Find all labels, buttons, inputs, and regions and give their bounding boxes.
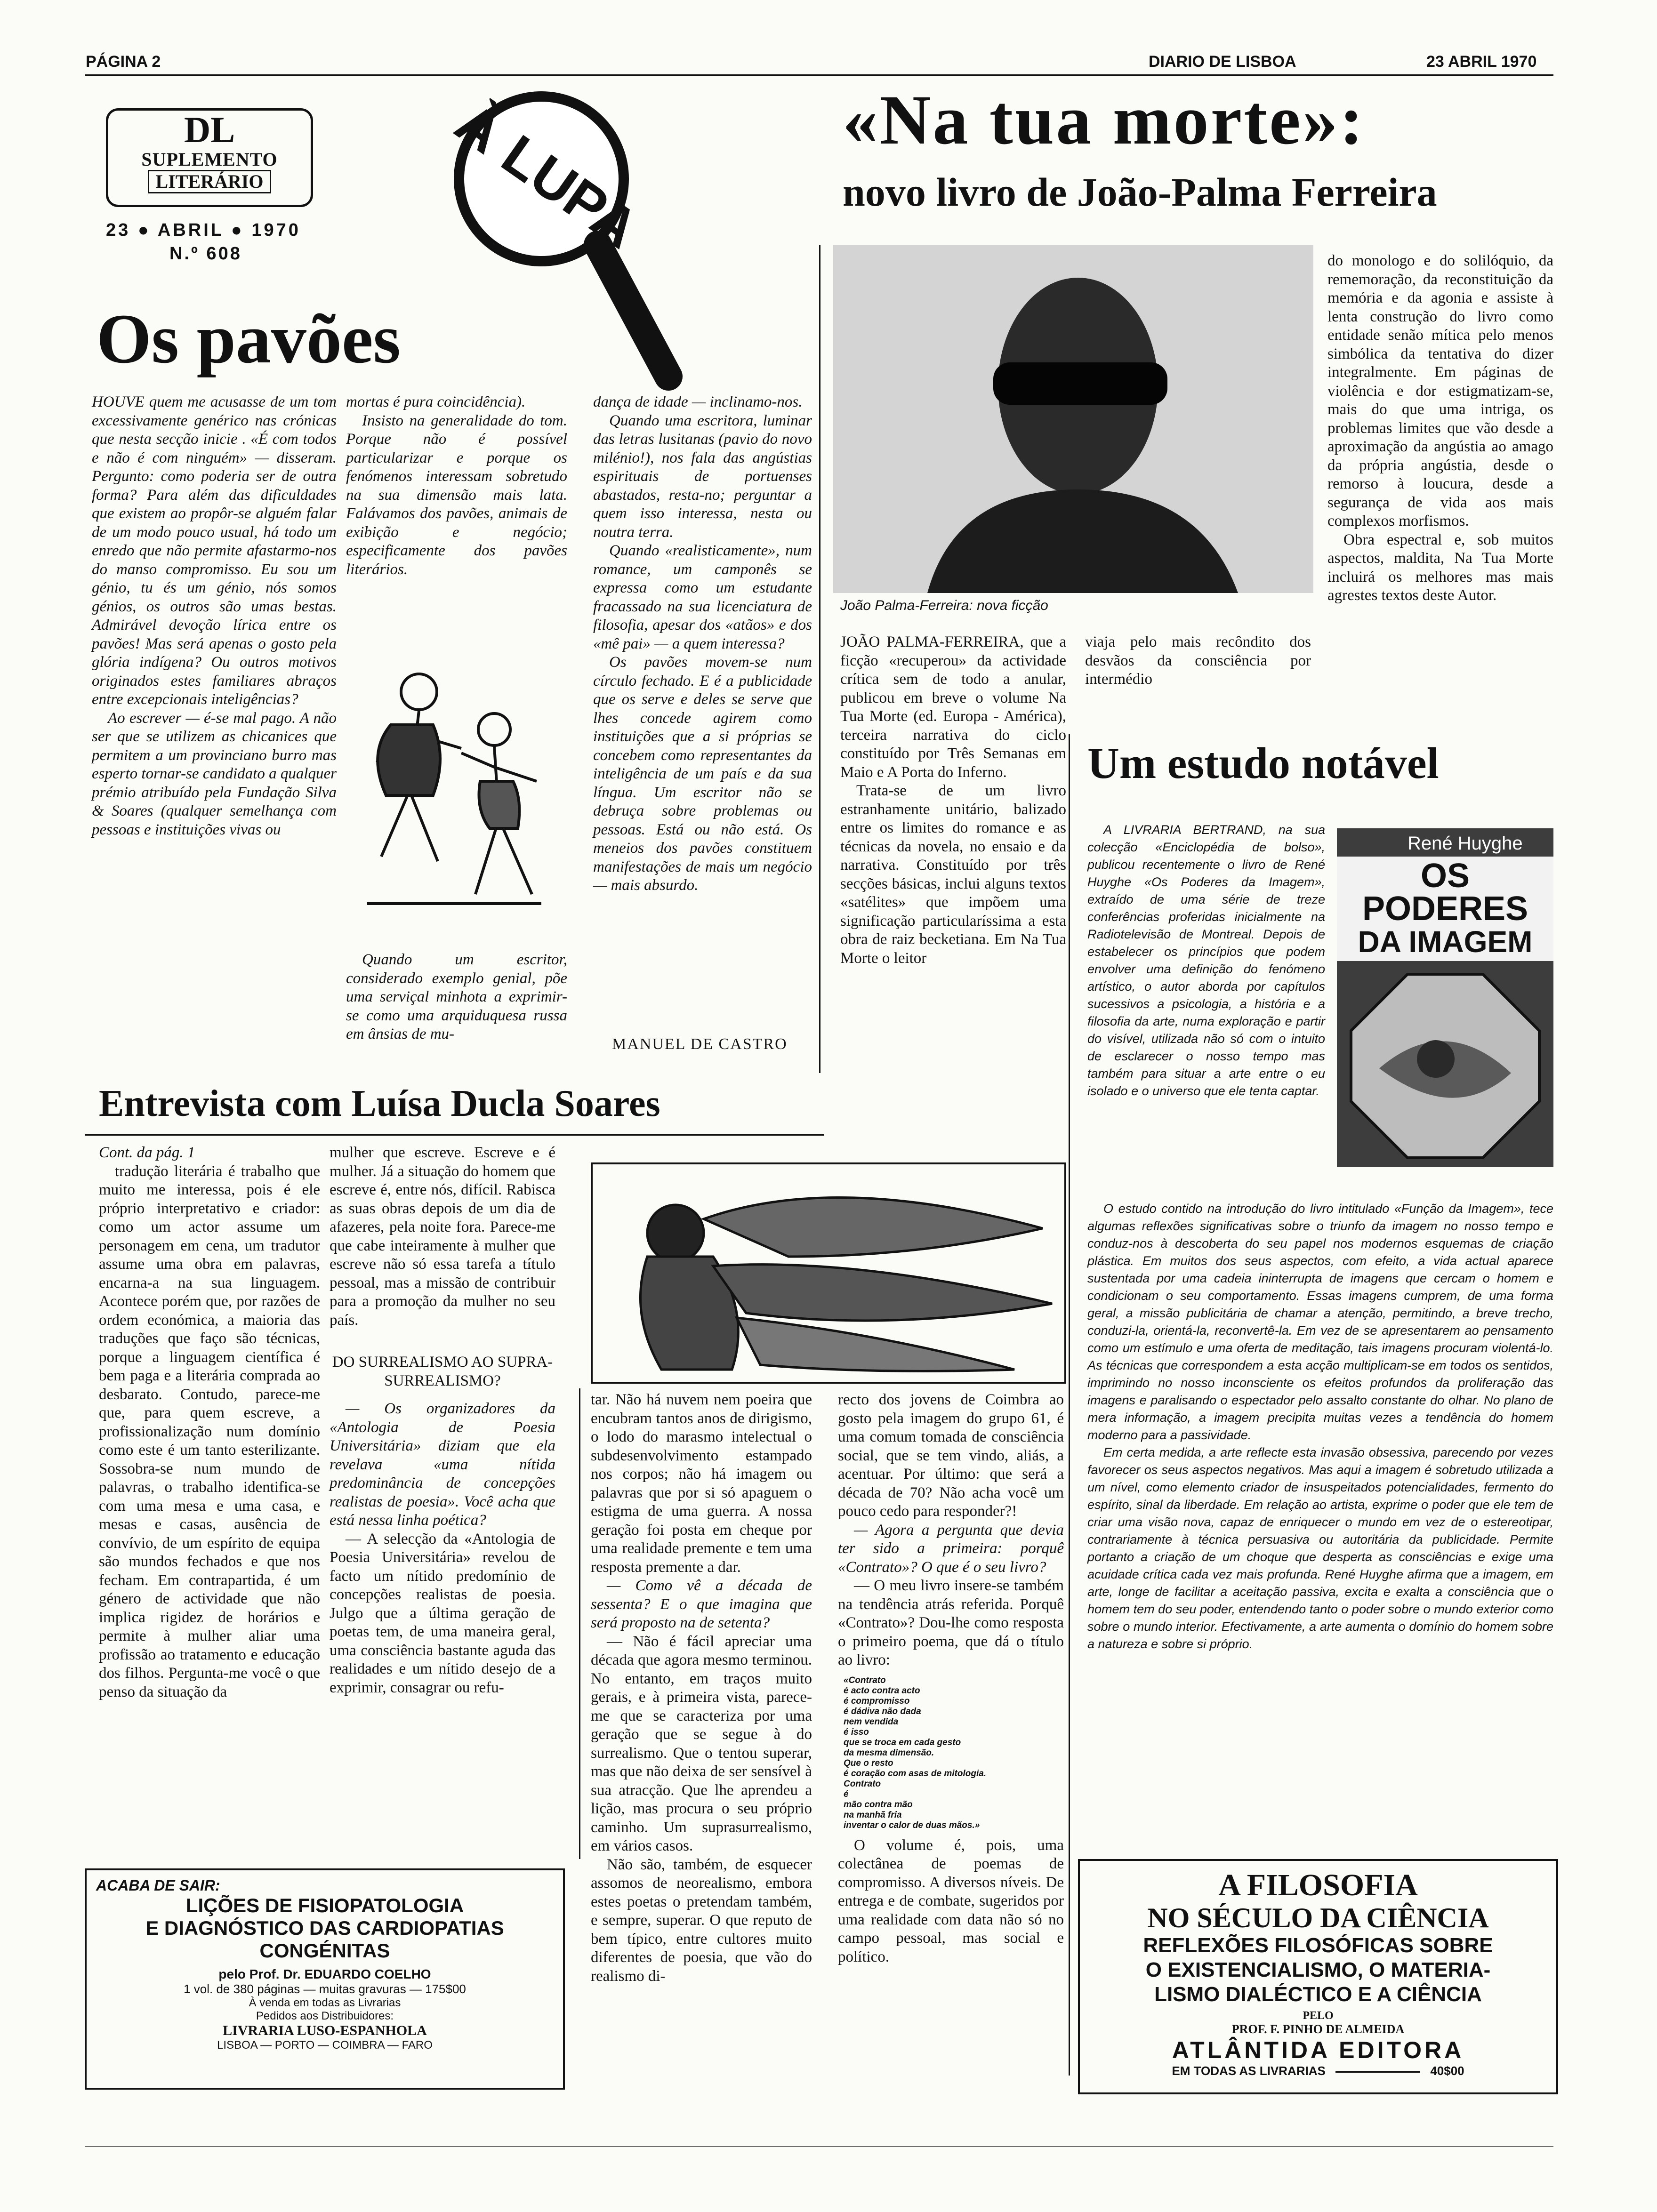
pavoes-paragraph: Quando «realisticamente», num romance, um camponês se expressa como um estudante fracassado na sua licenciatura de filosofia, apesar dos «atãos» e dos «mê pai» — a quem interessa? <box>593 542 812 652</box>
ad2-line: PROF. F. PINHO DE ALMEIDA <box>1231 2022 1405 2036</box>
page-number: PÁGINA 2 <box>86 53 161 71</box>
morte-paragraph: viaja pelo mais recôndito dos desvãos da consciência por intermédio <box>1085 633 1311 688</box>
entrevista-question: — Como vê a década de sessenta? E o que imagina que será proposto na de setenta? <box>591 1577 812 1631</box>
pavoes-column-2 <box>346 393 567 609</box>
contrato-poem <box>844 1675 1064 1831</box>
morte-paragraph: Trata-se de um livro estranhamente unitário, balizado entre os limites do romance e as técnicas da novela, no ensaio e da narrativa. Constituído por três secções básicas, inclui alguns textos «satélites» que impõem uma significação particularíssima a esta obra de raiz becketiana. Em Na Tua Morte o leitor <box>840 782 1066 967</box>
entrevista-question: — Agora a pergunta que devia ter sido a primeira: porquê «Contrato»? O que é o seu livro? <box>838 1521 1064 1576</box>
pavoes-author: MANUEL DE CASTRO <box>612 1035 788 1053</box>
entrevista-paragraph: tradução literária é trabalho que muito me interessa, pois é ele próprio interpretativo e criador: como um actor assume um personagem em cena, um tradutor assume uma obra em palavras, encarna-a na sua linguagem. Acontece porém que, por razões de ordem económica, a maioria das traduções que faço são técnicas, porque a linguagem científica é bem paga e a literária comprada ao desbarato. Contudo, parece-me que, para quem escreve, a profissionalização num domínio como este é um tanto esterilizante. Sossobra-se num mundo de palavras, o trabalho identifica-se com uma mesa e uma casa, e mesas e casas, ausência de convívio, de um espírito de equipa são mundos fechados e que nos fecham. Em contrapartida, é um género de actividade que não implica rigidez de horários e permite à mulher aliar uma profissão ao tratamento e educação dos filhos. Pergunta-me você o que penso da situação da <box>99 1162 320 1700</box>
entrevista-title: Entrevista com Luísa Ducla Soares <box>99 1083 660 1124</box>
estudo-title: Um estudo notável <box>1087 739 1439 788</box>
entrevista-column-3 <box>591 1391 812 1985</box>
ad2-line: ATLÂNTIDA EDITORA <box>1172 2037 1464 2063</box>
entrevista-column-2 <box>330 1144 555 1854</box>
pavoes-paragraph: Os pavões movem-se num círculo fechado. E é a publicidade que os serve e deles se serve que lhes concede agirem como instituições que a si próprias se concebem como representantes da inteligência de um país e da sua língua. Um escritor não se debruça sobre problemas ou pessoas. Está ou não está. Os meneios dos pavões constituem manifestações de mais um negócio — mais absurdo. <box>593 654 812 894</box>
dl-logo: DL <box>184 109 235 150</box>
entrevista-paragraph: — Não é fácil apreciar uma década que agora mesmo terminou. No entanto, em traços muito gerais, e à primeira vista, parece-me que se caracteriza por uma geração que se segue à do surrealismo. Que o tentou superar, mas que não deixa de ser sensível à sua atracção. Que lhe aprendeu a lição, mas procura o seu próprio caminho. Um suprasurrealismo, em vários casos. <box>591 1633 812 1854</box>
estudo-paragraph: A LIVRARIA BERTRAND, na sua colecção «Enciclopédia de bolso», publicou recentemente o livro de René Huyghe «Os Poderes da Imagem», extraído de uma série de treze conferências proferidas inicialmente na Radiotelevisão de Montreal. Depois de estabelecer os princípios que podem envolver uma definição do fenómeno artístico, o autor aborda por capítulos sucessivos a psicologia, a história e a filosofia da arte, numa exploração e partir do visível, utilizada não só com o intuito de esclarecer o nosso tempo mas também para situar a arte entre o eu isolado e o universo que ele tenta captar. <box>1087 823 1325 1098</box>
pavoes-paragraph: HOUVE quem me acusasse de um tom excessivamente genérico nas crónicas que nesta secção inicie . «É com todos e não é com ninguém» — disseram. Pergunto: como poderia ser de outra forma? Para além das dificuldades que existem ao propôr-se alguém falar de um modo pouco usual, há todo um enredo que não permite afastarmo-nos do manso compromisso. Eu sou um génio, tu és um génio, nós somos génios, os outros são umas bestas. Admirável devoção lírica entre os pavões! Mas será apenas o gosto pela glória indígena? Ou outros motivos originados estes familiares abraços entre excepcionais inteligências? <box>92 393 337 708</box>
ad-fisiopatologia <box>85 1868 565 2090</box>
morte-column-small <box>1085 633 1311 713</box>
estudo-intro <box>1087 821 1325 1198</box>
morte-paragraph: Obra espectral e, sob muitos aspectos, maldita, Na Tua Morte incluirá os melhores mas mais agrestes textos deste Autor. <box>1327 531 1553 604</box>
estudo-paragraph: O estudo contido na introdução do livro intitulado «Função da Imagem», tece algumas reflexões significativas sobre o triunfo da imagem no nosso tempo e conduz-nos à descoberta do seu papel nos modernos esquemas de criação plástica. Em muitos dos seus aspectos, com efeito, a vida actual aparece sustentada por uma cadeia ininterrupta de imagens que cercam o homem e condicionam o seu comportamento. Essas imagens cumprem, de uma forma geral, a missão publicitária de chamar a atenção, permitindo, a breve trecho, conduzi-la, orientá-la, reconvertê-la. Em vez de se apresentarem ao pensamento como um estímulo e uma oferta de meditação, tais imagens procuram violentá-lo. As técnicas que correspondem a esta acção multiplicam-se em todos os sentidos, imprimindo no nosso inconsciente os efeitos profundos da proliferação das imagens e paralisando o espectador pelo assalto constante do olhar. No plano de mera informação, a imagem precipita muitas vezes a tendência do homem moderno para a passividade. <box>1087 1202 1553 1442</box>
book-author: René Huyghe <box>1408 833 1523 854</box>
pavoes-caption-text: Quando um escritor, considerado exemplo genial, põe uma serviçal minhota a exprimir-se como uma arquiduquesa russa em ânsias de mu- <box>346 951 567 1042</box>
ad1-line: pelo Prof. Dr. EDUARDO COELHO <box>218 1967 431 1981</box>
column-rule <box>819 245 820 1073</box>
morte-subtitle: novo livro de João-Palma Ferreira <box>843 169 1437 215</box>
pavoes-paragraph: Quando uma escritora, luminar das letras lusitanas (pavio do novo milénio!), nos fala das angústias espirituais de portuenses abastados, resta-no; perguntar a quem isso interessa, nesta ou noutra terra. <box>593 412 812 541</box>
poem-line: «Contrato <box>844 1675 886 1685</box>
ad1-line: ACABA DE SAIR: <box>96 1877 220 1894</box>
pavoes-title: Os pavões <box>97 300 401 378</box>
header-date: 23 ABRIL 1970 <box>1426 53 1537 71</box>
footer-rule <box>85 2146 1553 2147</box>
header-rule <box>85 74 1553 76</box>
entrevista-column-1 <box>99 1144 320 1854</box>
poem-line: é compromisso <box>844 1696 910 1706</box>
poem-line: Contrato <box>844 1779 881 1789</box>
supplement-title-2: LITERÁRIO <box>148 170 272 193</box>
estudo-body <box>1087 1200 1553 1779</box>
newspaper-name: DIARIO DE LISBOA <box>1149 53 1296 71</box>
book-cover <box>1337 828 1553 1167</box>
morte-paragraph: JOÃO PALMA-FERREIRA, que a ficção «recuperou» da actividade crítica sem de todo a anular, publicou em breve o volume Na Tua Morte (ed. Europa - América), terceira narrativa do ciclo constituído por Três Semanas em Maio e A Porta do Inferno. <box>840 633 1066 781</box>
book-title-3: DA IMAGEM <box>1358 925 1533 959</box>
poem-line: é isso <box>844 1727 869 1737</box>
entrevista-paragraph: — A selecção da «Antologia de Poesia Universitária» revelou de facto um nítido predomínio de concepções realistas de poesia. Julgo que a última geração de poetas tem, de uma maneira geral, uma consciência bastante aguda das realidades e um nítido desejo de a exprimir, consagrar ou refu- <box>330 1530 555 1696</box>
dancing-figures-illustration <box>339 640 570 941</box>
author-photo <box>833 245 1313 593</box>
entrevista-paragraph: tar. Não há nuvem nem poeira que encubram tantos anos de dirigismo, o lodo do marasmo intelectual o subdesenvolvimento estampado nos corpos; não há imagem ou palavras que por si só apaguem o estigma de uma guerra. A nossa geração foi posta em cheque por uma realidade premente e tem uma resposta premente a dar. <box>591 1391 812 1576</box>
poem-line: que se troca em cada gesto <box>844 1737 961 1747</box>
ad2-line: LISMO DIALÉCTICO E A CIÊNCIA <box>1154 1983 1482 2006</box>
entrevista-cont: Cont. da pág. 1 <box>99 1144 195 1161</box>
poem-line: é coração com asas de mitologia. <box>844 1768 987 1779</box>
ad2-line: NO SÉCULO DA CIÊNCIA <box>1147 1902 1489 1933</box>
ad-filosofia <box>1078 1859 1558 2094</box>
poem-line: é acto contra acto <box>844 1685 920 1696</box>
entrevista-rule <box>85 1134 824 1136</box>
poem-line: inventar o calor de duas mãos.» <box>844 1820 980 1830</box>
pavoes-column-1 <box>92 393 337 1019</box>
entrevista-paragraph: O volume é, pois, uma colectânea de poemas de compromisso. A diversos níveis. De entrega e de combate, sugeridos por uma realidade com data não só no campo pessoal, mas social e político. <box>838 1836 1064 1965</box>
ad1-line: Pedidos aos Distribuidores: <box>256 2010 394 2022</box>
poem-line: é dádiva não dada <box>844 1706 921 1716</box>
lupa-label: À LUPA <box>444 90 650 261</box>
photo-caption: João Palma-Ferreira: nova ficção <box>840 598 1048 613</box>
poem-line: na manhã fria <box>844 1810 902 1820</box>
magnifier-handle <box>598 245 668 377</box>
ad1-line: LISBOA — PORTO — COIMBRA — FARO <box>217 2039 433 2052</box>
supplement-title-1: SUPLEMENTO <box>141 149 278 170</box>
entrevista-paragraph: Não são, também, de esquecer assomos de neorealismo, embora estes poetas o pretendam também, e sempre, superar. O que reputo de bem típico, entre cultores muito diferentes de poesia, que vão do realismo di- <box>591 1856 812 1985</box>
estudo-paragraph: Em certa medida, a arte reflecte esta invasão obsessiva, parecendo por vezes favorecer os seus aspectos negativos. Mas aqui a imagem é sobretudo utilizada a um nível, como elemento criador de insuspeitados potencialidades, fermento do espírito, sinal da liberdade. Em relação ao artista, exprime o poder que ele tem de criar uma visão nova, capaz de enriquecer o mundo em vez de o estereotipar, contrariamente à técnica persuasiva ou autoritária da publicidade. Permite portanto a criação de um choque que desperta as consciências e exige uma acuidade crítica cada vez mais profunda. René Huyghe afirma que a imagem, em arte, longe de facilitar a aceitação passiva, excita e exalta a consciência que o homem tem do seu poder, entendendo tanto o poder sobre o mundo exterior como sobre o mundo interior. Efectivamente, a arte aumenta o domínio do homem sobre a natureza e sobre si próprio. <box>1087 1445 1553 1651</box>
pavoes-paragraph: dança de idade — inclinamo-nos. <box>593 393 803 410</box>
poem-line: da mesma dimensão. <box>844 1747 934 1758</box>
ad2-line: PELO <box>1303 2010 1334 2022</box>
poem-line: nem vendida <box>844 1716 899 1727</box>
entrevista-column-4 <box>838 1391 1064 1965</box>
ad2-line: REFLEXÕES FILOSÓFICAS SOBRE <box>1143 1934 1493 1957</box>
column-rule <box>1069 734 1070 2076</box>
ad1-line: CONGÉNITAS <box>259 1940 390 1962</box>
ad1-line: 1 vol. de 380 páginas — muitas gravuras — 175$00 <box>184 1982 466 1996</box>
ad2-line: A FILOSOFIA <box>1218 1868 1418 1902</box>
poem-line: é <box>844 1789 849 1799</box>
supplement-number: N.º 608 <box>169 244 242 264</box>
pavoes-caption <box>346 951 567 1064</box>
ad1-line: LIVRARIA LUSO-ESPANHOLA <box>223 2023 427 2038</box>
book-title-2: PODERES <box>1362 890 1528 928</box>
pavoes-paragraph: Ao escrever — é-se mal pago. A não ser que se utilizem as chicanices que permitem a um provinciano burro mas esperto tornar-se candidato a qualquer prémio atribuído pela Fundação Silva & Soares (qualquer semelhança com pessoas e instituições vivas ou <box>92 709 337 838</box>
morte-column-mid <box>840 633 1066 1099</box>
ad2-line: EM TODAS AS LIVRARIAS <box>1172 2064 1326 2078</box>
ad2-line: O EXISTENCIALISMO, O MATERIA- <box>1145 1958 1491 1981</box>
pavoes-paragraph: mortas é pura coincidência). <box>346 393 526 410</box>
pavoes-column-3 <box>593 393 812 1028</box>
supplement-masthead <box>106 108 313 207</box>
ad1-line: E DIAGNÓSTICO DAS CARDIOPATIAS <box>145 1917 504 1939</box>
entrevista-paragraph: recto dos jovens de Coimbra ao gosto pela imagem do grupo 61, é uma comum tomada de consciência social, que se tem vindo, aliás, a acentuar. Por último: que será a década de 70? Não acha você um pouco cedo para responder?! <box>838 1391 1064 1520</box>
entrevista-paragraph: mulher que escreve. Escreve e é mulher. Já a situação do homem que escreve é, entre nós, difícil. Rabisca as suas obras depois de um dia de afazeres, pela noite fora. Parece-me que cabe inteiramente à mulher que escreve não só essa tarefa a título pessoal, mas a missão de contribuir para a promoção da mulher no seu país. <box>330 1144 555 1329</box>
morte-paragraph: do monologo e do solilóquio, da rememoração, da reconstituição da memória e da agonia e assiste à lenta construção do livro como entidade senão mítica pelo menos simbólica da tentativa do dizer integralmente. Em páginas de violência e dor estigmatizam-se, mais do que uma intriga, os problemas limites que vão desde a aproximação da angústia ao amago da própria angústia, desde o remorso à loucura, desde a segurança de vida aos mais complexos morfismos. <box>1327 252 1553 529</box>
entrevista-paragraph: — O meu livro insere-se também na tendência atrás referida. Porquê «Contrato»? Dou-lhe como resposta o primeiro poema, que dá o título ao livro: <box>838 1577 1064 1668</box>
morte-title: «Na tua morte»: <box>843 81 1365 159</box>
magnifier-illustration <box>424 85 716 414</box>
ad2-price: 40$00 <box>1430 2064 1464 2078</box>
poem-line: Que o resto <box>844 1758 893 1768</box>
entrevista-question: — Os organizadores da «Antologia de Poesia Universitária» diziam que ela revelava «uma nítida predominância de concepções realistas de poesia». Você acha que está nessa linha poética? <box>330 1400 555 1529</box>
ad1-line: LIÇÕES DE FISIOPATOLOGIA <box>185 1894 464 1916</box>
morte-column-right <box>1327 252 1553 704</box>
column-rule <box>579 1388 580 1859</box>
supplement-date: 23 ● ABRIL ● 1970 <box>106 220 301 240</box>
pavoes-paragraph: Insisto na generalidade do tom. Porque não é possível particularizar e porque os fenómenos interessam sobretudo na sua dimensão mais lata. Falávamos dos pavões, animais de exibição e negócio; especificamente dos pavões literários. <box>346 412 567 578</box>
entrevista-subhead: DO SURREALISMO AO SUPRA-SURREALISMO? <box>332 1354 553 1389</box>
poem-line: mão contra mão <box>844 1799 913 1810</box>
ad1-line: À venda em todas as Livrarias <box>249 1996 401 2009</box>
angel-illustration <box>591 1162 1066 1384</box>
book-title-1: OS <box>1420 857 1470 895</box>
